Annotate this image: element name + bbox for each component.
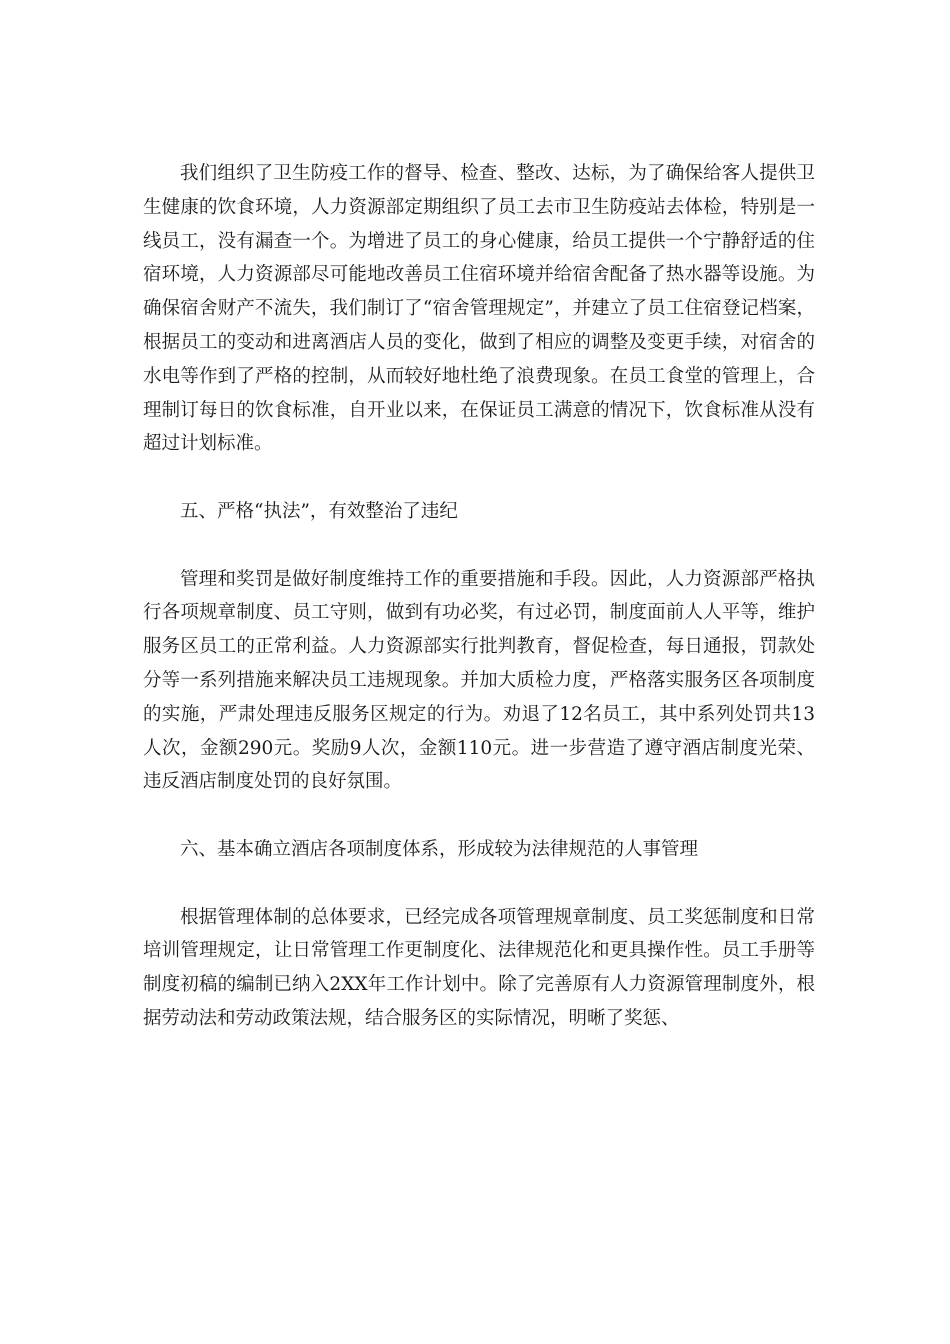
paragraph-management-system: 根据管理体制的总体要求，已经完成各项管理规章制度、员工奖惩制度和日常培训管理规定，让日常管理工作更制度化、法律规范化和更具操作性。员工手册等制度初稿的编制已纳入2XX年工作计划中。除了完善原有人力资源管理制度外，根据劳动法和劳动政策法规，结合服务区的实际情况，明晰了奖惩、 [143, 906, 815, 1029]
section-heading-six: 六、基本确立酒店各项制度体系，形成较为法律规范的人事管理 [180, 838, 699, 860]
paragraph-hygiene-and-dormitory: 我们组织了卫生防疫工作的督导、检查、整改、达标，为了确保给客人提供卫生健康的饮食环境，人力资源部定期组织了员工去市卫生防疫站去体检，特别是一线员工，没有漏查一个。为增进了员工的身心健康，给员工提供一个宁静舒适的住宿环境，人力资源部尽可能地改善员工住宿环境并给宿舍配备了热水器等设施。为确保宿舍财产不流失，我们制订了“宿舍管理规定”，并建立了员工住宿登记档案，根据员工的变动和进离酒店人员的变化，做到了相应的调整及变更手续，对宿舍的水电等作到了严格的控制，从而较好地杜绝了浪费现象。在员工食堂的管理上，合理制订每日的饮食标准，自开业以来，在保证员工满意的情况下，饮食标准从没有超过计划标准。 [143, 163, 815, 455]
document-body [143, 157, 815, 1036]
paragraph-rewards-and-penalties: 管理和奖罚是做好制度维持工作的重要措施和手段。因此，人力资源部严格执行各项规章制度、员工守则，做到有功必奖，有过必罚，制度面前人人平等，维护服务区员工的正常利益。人力资源部实行批判教育，督促检查，每日通报，罚款处分等一系列措施来解决员工违规现象。并加大质检力度，严格落实服务区各项制度的实施，严肃处理违反服务区规定的行为。劝退了12名员工，其中系列处罚共13人次，金额290元。奖励9人次，金额110元。进一步营造了遵守酒店制度光荣、违反酒店制度处罚的良好氛围。 [143, 568, 815, 793]
section-heading-five: 五、严格“执法”，有效整治了违纪 [180, 500, 458, 522]
